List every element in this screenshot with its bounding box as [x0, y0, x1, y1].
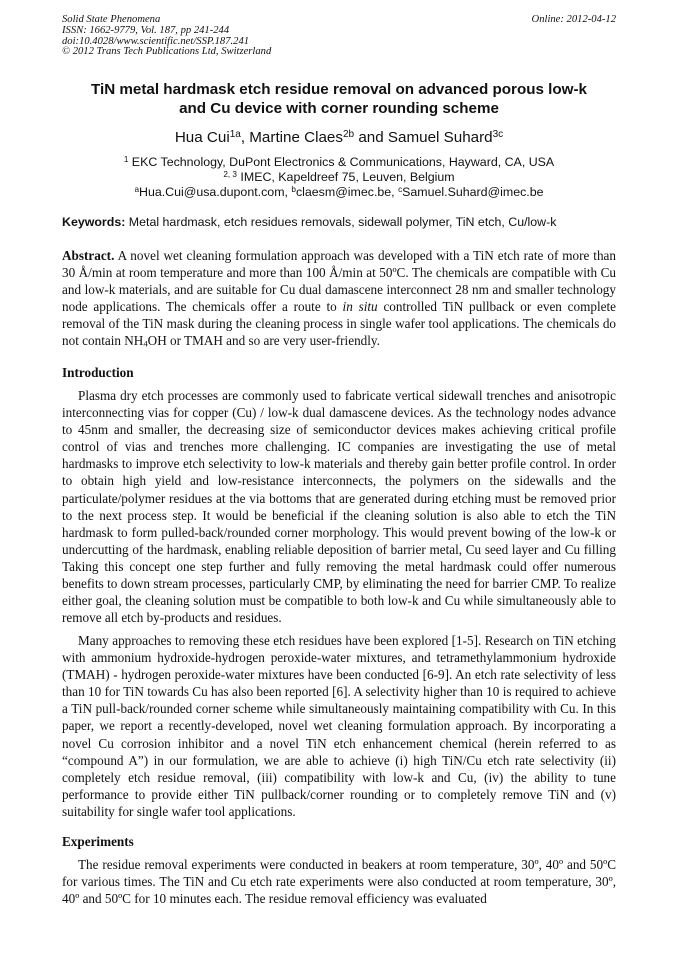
experiments-heading: Experiments: [62, 834, 134, 849]
experiments-paragraph-1: The residue removal experiments were conducted in beakers at room temperature, 30º, 40º and 50ºC for various times. The TiN and Cu etch rate experiments were also conducted at room temperature, 30º, 40º and 50ºC for 10 minutes each. The residue removal efficiency was evaluated: [62, 857, 616, 907]
introduction-heading: Introduction: [62, 365, 134, 380]
doi-line: doi:10.4028/www.scientific.net/SSP.187.241: [62, 35, 250, 47]
introduction-paragraph-2: Many approaches to removing these etch residues have been explored [1-5]. Research on TiN etching with ammonium hydroxide-hydrogen peroxide-water mixtures, and tetramethylammonium hydroxide (TMAH) - hydrogen peroxide-water mixtures have been conducted [6-9]. An etch rate selectivity of less than 10 for TiN towards Cu has also been reported [6]. A selectivity higher than 10 is required to achieve a TiN pull-back/rounded corner scheme while simultaneously maintaining compatibility with Cu. In this paper, we report a recently-developed, novel wet cleaning formulation approach. By incorporating a novel Cu corrosion inhibitor and a novel TiN etch enhancement chemical (herein referred to as “compound A”) in our formulation, we are able to achieve (i) high TiN/Cu etch rate selectivity (ii) completely etch residue removal, (iii) compatibility with low-k and Cu, (iv) the ability to tune performance to provide either TiN pullback/corner rounding or to completely remove TiN and (v) suitability for single wafer tool applications.: [62, 633, 616, 819]
affiliation-2-text: IMEC, Kapeldreef 75, Leuven, Belgium: [236, 170, 455, 184]
email-c[interactable]: Samuel.Suhard@imec.be: [402, 185, 544, 199]
online-date: Online: 2012-04-12: [531, 14, 616, 25]
abstract-label: Abstract.: [62, 248, 115, 263]
author-3-mark: 3c: [492, 128, 504, 140]
issn-line: ISSN: 1662-9779, Vol. 187, pp 241-244: [62, 24, 230, 36]
author-list: [62, 128, 616, 147]
journal-name: Solid State Phenomena: [62, 14, 161, 25]
abstract-text-3: OH or TMAH and so are very user-friendly.: [147, 333, 380, 349]
email-b-mark: b: [291, 184, 296, 194]
abstract-text-1: A novel wet cleaning formulation approach was developed with a TiN etch rate of more than 30 Å/min at room temperature and more than 100 Å/min at 50ºC. The chemicals are compatible with Cu and low-k materials, and are suitable for Cu dual damascene interconnect 28 nm and smaller technology node applications. The chemicals offer a route to: [62, 248, 616, 315]
journal-header: [62, 15, 616, 58]
keywords-label: Keywords:: [62, 215, 126, 229]
paper-title: [62, 80, 616, 118]
author-1-mark: 1a: [229, 128, 241, 140]
copyright-line: © 2012 Trans Tech Publications Ltd, Switzerland: [62, 46, 272, 58]
keywords-text: Metal hardmask, etch residues removals, sidewall polymer, TiN etch, Cu/low-k: [125, 215, 557, 229]
affiliation-1: [62, 155, 616, 170]
title-line-2: and Cu device with corner rounding scheme: [179, 100, 499, 117]
email-a-mark: a: [134, 184, 139, 194]
introduction-paragraph-1: Plasma dry etch processes are commonly used to fabricate vertical sidewall trenches and anisotropic interconnecting vias for copper (Cu) / low-k dual damascene devices. As the technology nodes advance to 45nm and smaller, the decreasing size of semiconductor devices makes achieving critical profile control of vias and trenches more challenging. IC companies are investigating the use of metal hardmasks to improve etch selectivity to low-k materials and thereby gain better profile control. In order to obtain high yield and low-resistance interconnects, the polymers on the sidewalls and the particulate/polymer residues at the via bottoms that are generated during etching must be removed prior to the next process step. It would be beneficial if the cleaning solution is also able to etch the TiN hardmask to form pulled-back/rounded corner morphology. This would prevent bowing of the low-k or undercutting of the hardmask, enabling reliable deposition of barrier metal, Cu seed layer and Cu filling Taking this concept one step further and fully removing the metal hardmask could offer numerous benefits to down stream processes, particularly CMP, by eliminating the need for barrier CMP. To realize either goal, the cleaning solution must be compatible to both low-k and Cu while simultaneously able to remove all etch by-products and residues.: [62, 388, 616, 626]
affiliation-2-mark: 2, 3: [223, 169, 237, 179]
author-2-mark: 2b: [342, 128, 355, 140]
author-1: Hua Cui: [174, 129, 230, 146]
abstract-italic: in situ: [342, 299, 378, 315]
author-2: , Martine Claes: [240, 129, 343, 146]
email-b[interactable]: claesm@imec.be,: [295, 185, 399, 199]
abstract-text-2: controlled TiN pullback or even complete removal of the TiN mask during the cleaning process in single wafer tool applications. The chemicals do not contain NH: [62, 299, 617, 349]
email-c-mark: c: [398, 184, 403, 194]
keywords: [62, 215, 616, 230]
author-3: and Samuel Suhard: [354, 129, 493, 146]
affiliation-2: [62, 170, 616, 185]
email-line: [62, 185, 616, 200]
affiliation-1-mark: 1: [123, 154, 129, 164]
affiliation-1-text: EKC Technology, DuPont Electronics & Communications, Hayward, CA, USA: [128, 155, 555, 169]
abstract-paragraph: [62, 247, 616, 350]
email-a[interactable]: Hua.Cui@usa.dupont.com,: [139, 185, 292, 199]
abstract-subscript: 4: [143, 339, 148, 350]
title-line-1: TiN metal hardmask etch residue removal on advanced porous low-k: [91, 81, 587, 98]
